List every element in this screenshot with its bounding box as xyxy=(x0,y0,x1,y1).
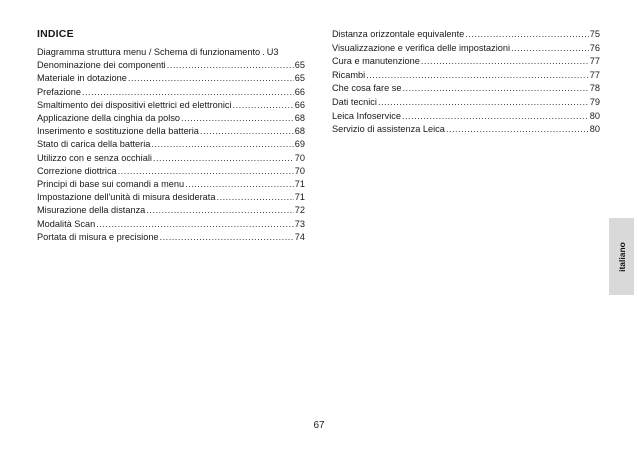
toc-entry xyxy=(332,42,600,56)
toc-entry xyxy=(37,152,305,165)
toc-entry-page: 80 xyxy=(589,110,600,121)
toc-entry xyxy=(37,218,305,231)
toc-entry xyxy=(332,69,600,83)
toc-entry-title: Principi di base sui comandi a menu xyxy=(37,179,185,190)
toc-entry xyxy=(37,86,305,99)
toc-entry-title: Visualizzazione e verifica delle impostazioni xyxy=(332,42,511,53)
page-number: 67 xyxy=(313,420,325,431)
toc-entry-title: Portata di misura e precisione xyxy=(37,231,159,242)
toc-entry-title: Utilizzo con e senza occhiali xyxy=(37,152,152,163)
toc-entry-page: 66 xyxy=(294,86,305,97)
language-tab xyxy=(609,218,634,295)
toc-entry-page: 69 xyxy=(294,139,305,150)
toc-entry xyxy=(37,112,305,125)
toc-entry-page: 66 xyxy=(294,99,305,110)
toc-entry xyxy=(37,46,305,59)
toc-entry xyxy=(37,72,305,85)
toc-dot-leader xyxy=(402,82,588,96)
toc-dot-leader xyxy=(200,125,294,138)
toc-entry-title: Denominazione dei componenti xyxy=(37,60,166,71)
toc-entry-page: 78 xyxy=(589,83,600,94)
toc-entry-title: Che cosa fare se xyxy=(332,83,402,94)
toc-dot-leader xyxy=(160,231,294,244)
toc-entry-page: 70 xyxy=(294,165,305,176)
toc-entry-title: Stato di carica della batteria xyxy=(37,139,151,150)
toc-entry-title: Misurazione della distanza xyxy=(37,205,146,216)
toc-entry-page: 75 xyxy=(589,29,600,39)
toc-entry xyxy=(37,165,305,178)
toc-entry-title: Leica Infoservice xyxy=(332,110,401,121)
toc-entry-title: Dati tecnici xyxy=(332,96,377,107)
toc-entry xyxy=(37,231,305,244)
toc-dot-leader xyxy=(118,165,294,178)
toc-dot-leader xyxy=(82,86,294,99)
toc-entry-page: 80 xyxy=(589,124,600,135)
toc-entry-page: 72 xyxy=(294,205,305,216)
toc-entry-title: Distanza orizzontale equivalente xyxy=(332,29,465,39)
toc-entry-page: 74 xyxy=(294,231,305,242)
toc-entry xyxy=(332,123,600,137)
toc-dot-leader xyxy=(421,55,589,69)
toc-heading: INDICE xyxy=(37,28,74,40)
toc-list-right xyxy=(332,28,600,137)
toc-entry xyxy=(332,28,600,42)
toc-entry-title: Servizio di assistenza Leica xyxy=(332,124,445,135)
toc-separator: . xyxy=(262,47,265,57)
toc-entry xyxy=(37,99,305,112)
toc-dot-leader xyxy=(465,28,588,42)
toc-entry xyxy=(332,96,600,110)
language-tab-label: italiano xyxy=(616,241,627,272)
toc-dot-leader xyxy=(185,178,294,191)
toc-entry xyxy=(37,59,305,72)
toc-entry-page: 71 xyxy=(294,179,305,190)
toc-entry xyxy=(332,82,600,96)
toc-dot-leader xyxy=(146,204,293,217)
toc-dot-leader xyxy=(181,112,294,125)
toc-entry-page: 76 xyxy=(589,42,600,53)
toc-entry-page: 65 xyxy=(294,60,305,71)
toc-entry-title: Materiale in dotazione xyxy=(37,73,127,84)
toc-entry-page: 70 xyxy=(294,152,305,163)
toc-entry-title: Smaltimento dei dispositivi elettrici ed elettronici xyxy=(37,99,232,110)
toc-entry xyxy=(37,138,305,151)
toc-entry xyxy=(332,55,600,69)
toc-dot-leader xyxy=(151,138,293,151)
toc-right-column xyxy=(332,28,600,137)
toc-entry xyxy=(37,191,305,204)
toc-left-column xyxy=(37,28,305,244)
toc-entry-page: 65 xyxy=(294,73,305,84)
toc-dot-leader xyxy=(96,218,294,231)
toc-dot-leader xyxy=(233,99,294,112)
toc-dot-leader xyxy=(216,191,293,204)
toc-entry-title: Cura e manutenzione xyxy=(332,56,420,67)
toc-entry-page: 71 xyxy=(294,192,305,203)
toc-dot-leader xyxy=(153,152,294,165)
toc-dot-leader xyxy=(402,110,589,124)
toc-entry-page: U3 xyxy=(266,47,279,57)
toc-entry-page: 68 xyxy=(294,113,305,124)
toc-dot-leader xyxy=(378,96,589,110)
toc-entry-title: Inserimento e sostituzione della batteria xyxy=(37,126,199,137)
toc-entry-title: Correzione diottrica xyxy=(37,165,117,176)
toc-entry-page: 68 xyxy=(294,126,305,137)
toc-list-left xyxy=(37,46,305,244)
toc-entry-title: Diagramma struttura menu / Schema di funzionamento xyxy=(37,47,261,57)
toc-entry xyxy=(37,178,305,191)
toc-dot-leader xyxy=(446,123,589,137)
toc-entry xyxy=(37,125,305,138)
toc-entry-page: 77 xyxy=(589,56,600,67)
toc-entry xyxy=(37,204,305,217)
toc-dot-leader xyxy=(511,42,589,56)
toc-entry-page: 77 xyxy=(589,69,600,80)
toc-entry-title: Ricambi xyxy=(332,69,366,80)
toc-dot-leader xyxy=(167,59,294,72)
toc-dot-leader xyxy=(366,69,589,83)
toc-entry-title: Applicazione della cinghia da polso xyxy=(37,113,181,124)
toc-entry-page: 79 xyxy=(589,96,600,107)
toc-entry-page: 73 xyxy=(294,218,305,229)
toc-entry-title: Impostazione dell'unità di misura desiderata xyxy=(37,192,216,203)
toc-dot-leader xyxy=(128,72,294,85)
toc-entry-title: Prefazione xyxy=(37,86,81,97)
toc-entry-title: Modalità Scan xyxy=(37,218,96,229)
toc-entry xyxy=(332,110,600,124)
